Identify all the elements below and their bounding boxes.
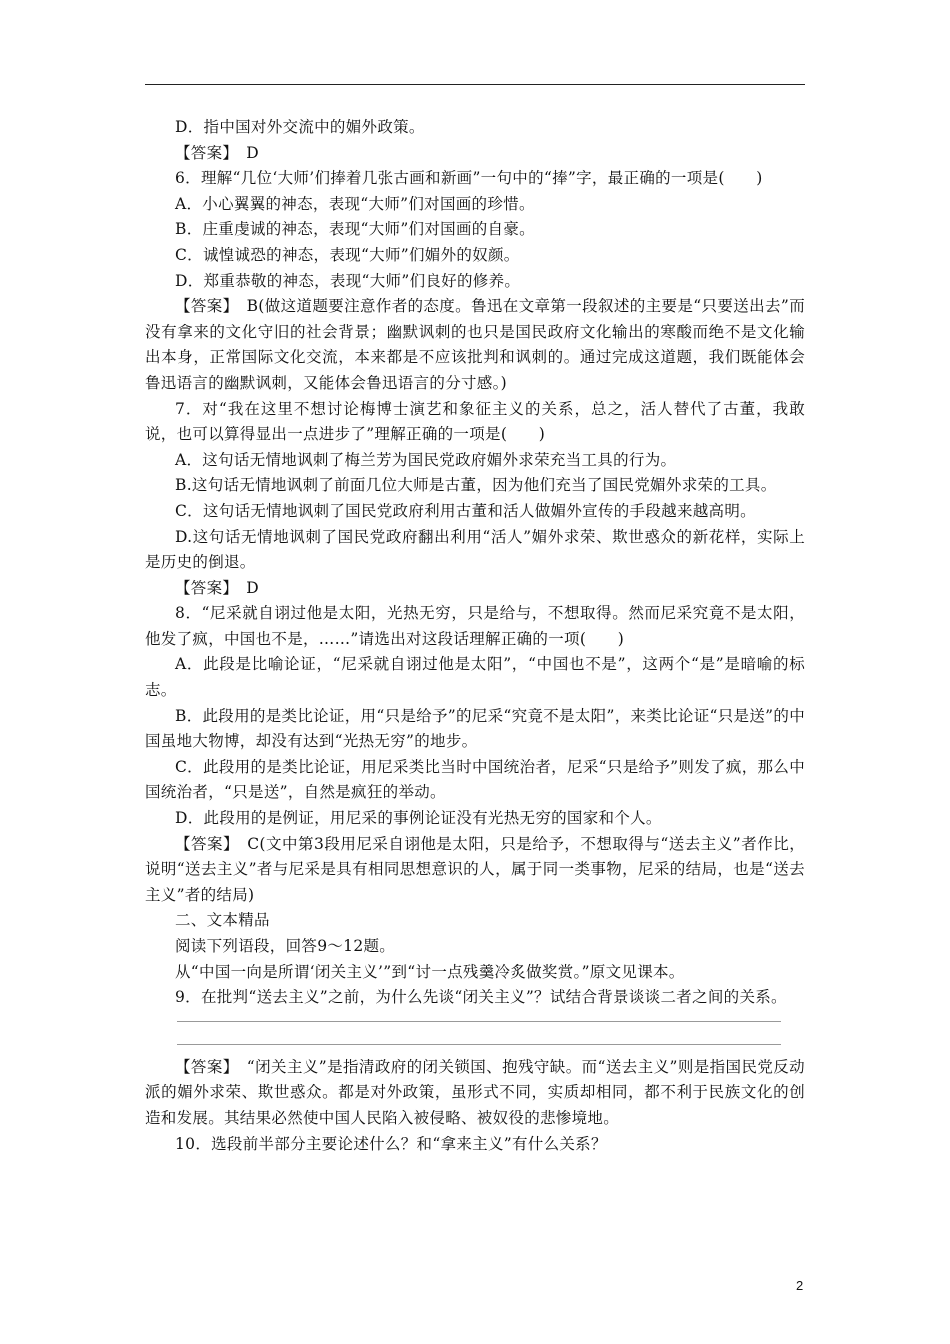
option-d-q7: D.这句话无情地讽刺了国民党政府翻出利用“活人”媚外求荣、欺世惑众的新花样，实际上是历史的倒退。 — [145, 527, 805, 572]
answer-q7: 【答案】 D — [175, 578, 259, 597]
section-heading: 二、文本精品 — [175, 911, 270, 930]
answer-q6: 【答案】 B(做这道题要注意作者的态度。鲁迅在文章第一段叙述的主要是“只要送出去”而没有拿来的文化守旧的社会背景；幽默讽刺的也只是国民政府文化输出的寒酸而绝不是文化输出本身，正常国际文化交流，本来都是不应该批判和讽刺的。通过完成这道题，我们既能体会鲁迅语言的幽默讽刺，又能体会鲁迅语言的分寸感。) — [145, 297, 805, 392]
answer-q5: 【答案】 D — [175, 143, 259, 162]
option-a-q6: A．小心翼翼的神态，表现“大师”们对国画的珍惜。 — [175, 194, 535, 213]
option-b-q6: B．庄重虔诚的神态，表现“大师”们对国画的自豪。 — [175, 220, 535, 239]
option-b-q7: B.这句话无情地讽刺了前面几位大师是古董，因为他们充当了国民党媚外求荣的工具。 — [175, 476, 777, 495]
question-10: 10．选段前半部分主要论述什么？和“拿来主义”有什么关系？ — [175, 1134, 607, 1153]
question-9: 9．在批判“送去主义”之前，为什么先谈“闭关主义”？试结合背景谈谈二者之间的关系。 — [175, 988, 787, 1007]
answer-blank-line — [177, 1044, 781, 1045]
answer-q8: 【答案】 C(文中第3段用尼采自诩他是太阳，只是给予，不想取得与“送去主义”者作比，说明“送去主义”者与尼采是具有相同思想意识的人，属于同一类事物，尼采的结局，也是“送去主义”者的结局) — [145, 834, 805, 904]
answer-blank-line — [177, 1021, 781, 1022]
question-8: 8．“尼采就自诩过他是太阳，光热无穷，只是给与，不想取得。然而尼采究竟不是太阳，他发了疯，中国也不是，……”请选出对这段话理解正确的一项( ) — [145, 604, 805, 648]
option-c-q8: C．此段用的是类比论证，用尼采类比当时中国统治者，尼采“只是给予”则发了疯，那么中国统治者，“只是送”，自然是疯狂的举动。 — [145, 757, 805, 802]
option-c-q6: C．诚惶诚恐的神态，表现“大师”们媚外的奴颜。 — [175, 245, 520, 264]
answer-q9: 【答案】 “闭关主义”是指清政府的闭关锁国、抱残守缺。而“送去主义”则是指国民党反动派的媚外求荣、欺世惑众。都是对外政策，虽形式不同，实质却相同，都不利于民族文化的创造和发展。其结果必然使中国人民陷入被侵略、被奴役的悲惨境地。 — [145, 1057, 805, 1127]
option-a-q7: A．这句话无情地讽刺了梅兰芳为国民党政府媚外求荣充当工具的行为。 — [175, 450, 677, 469]
page-number: 2 — [796, 1278, 804, 1293]
question-6: 6．理解“几位‘大师’们捧着几张古画和新画”一句中的“捧”字，最正确的一项是( ) — [175, 169, 763, 188]
option-d-q6: D．郑重恭敬的神态，表现“大师”们良好的修养。 — [175, 271, 521, 290]
option-b-q8: B．此段用的是类比论证，用“只是给予”的尼采“究竟不是太阳”，来类比论证“只是送”的中国虽地大物博，却没有达到“光热无穷”的地步。 — [145, 706, 805, 751]
header-rule — [145, 84, 805, 85]
option-d-q8: D．此段用的是例证，用尼采的事例论证没有光热无穷的国家和个人。 — [175, 809, 662, 828]
document-body — [145, 115, 805, 1157]
option-d-q5: D．指中国对外交流中的媚外政策。 — [175, 118, 425, 136]
option-a-q8: A．此段是比喻论证，“尼采就自诩过他是太阳”，“中国也不是”，这两个“是”是暗喻的标志。 — [145, 655, 805, 700]
passage-reference: 从“中国一向是所谓‘闭关主义’”到“讨一点残羹冷炙做奖赏。”原文见课本。 — [175, 962, 685, 981]
question-7: 7．对“我在这里不想讨论梅博士演艺和象征主义的关系，总之，活人替代了古董，我敢说，也可以算得显出一点进步了”理解正确的一项是( ) — [145, 399, 805, 444]
option-c-q7: C．这句话无情地讽刺了国民党政府利用古董和活人做媚外宣传的手段越来越高明。 — [175, 501, 756, 520]
reading-instruction: 阅读下列语段，回答9～12题。 — [175, 937, 396, 955]
